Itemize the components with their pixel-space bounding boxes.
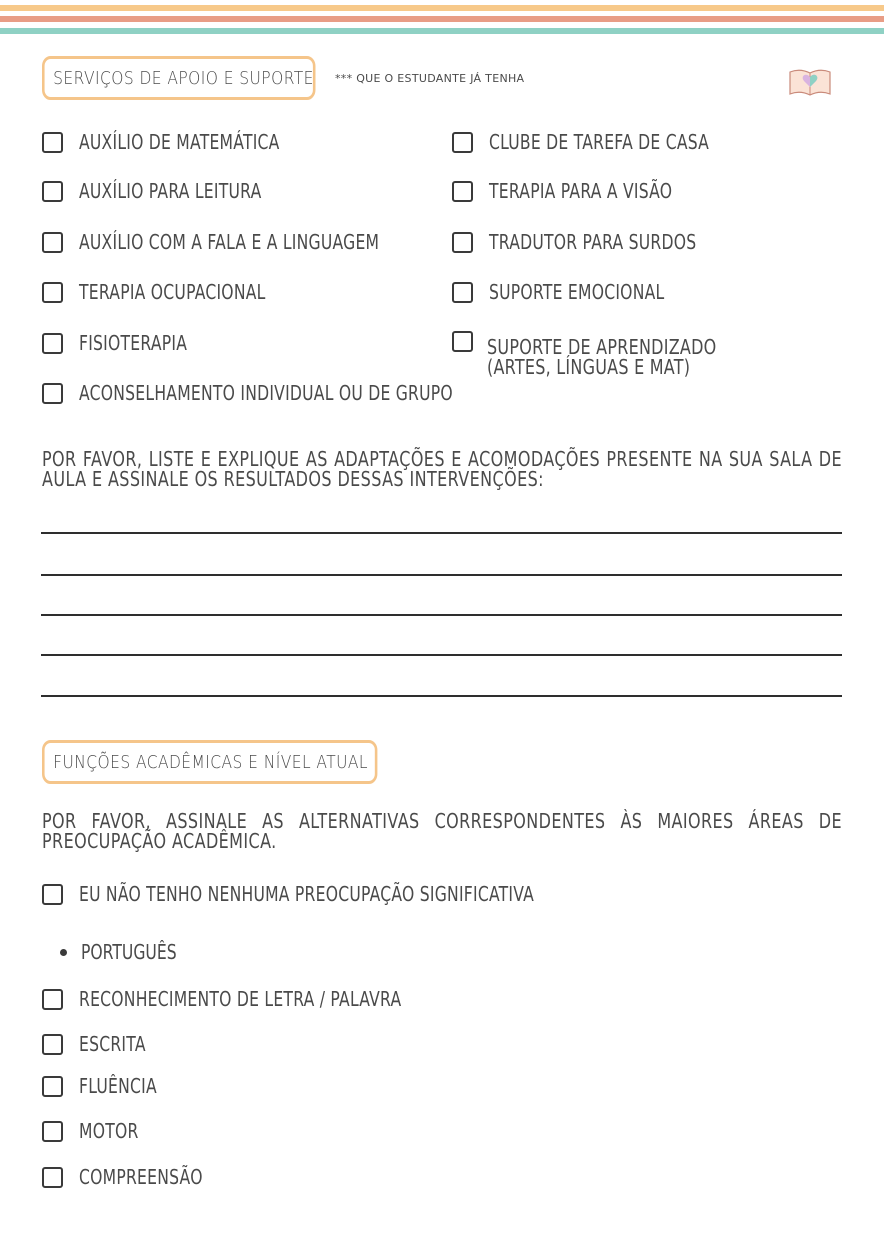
checkbox-label: RECONHECIMENTO DE LETRA / PALAVRA: [79, 987, 402, 1011]
top-stripe-yellow: [0, 5, 884, 11]
checkbox-item-comprehension[interactable]: [42, 1165, 238, 1189]
checkbox-label: SUPORTE DE APRENDIZADO (ARTES, LÍNGUAS E MAT): [487, 335, 717, 379]
checkbox-item-homework-club[interactable]: [452, 130, 771, 154]
checkbox-item-math-help[interactable]: [42, 130, 336, 154]
checkbox-label: CLUBE DE TAREFA DE CASA: [489, 130, 710, 154]
answer-line[interactable]: [41, 695, 842, 697]
checkbox-item-no-concern[interactable]: [42, 882, 662, 906]
checkbox[interactable]: [452, 282, 473, 303]
checkbox-item-vision-therapy[interactable]: [452, 179, 724, 203]
checkbox-item-physiotherapy[interactable]: [42, 331, 218, 355]
section-title-support-services: [42, 56, 315, 100]
checkbox[interactable]: [452, 181, 473, 202]
bullet-icon: [60, 949, 67, 956]
checkbox[interactable]: [42, 1076, 63, 1097]
checkbox-item-writing[interactable]: [42, 1032, 165, 1056]
checkbox-item-fluency[interactable]: [42, 1074, 179, 1098]
checkbox-label: COMPREENSÃO: [79, 1165, 203, 1189]
checkbox[interactable]: [42, 1167, 63, 1188]
section-title-academic-functions: [42, 740, 377, 784]
checkbox-label: TRADUTOR PARA SURDOS: [489, 230, 697, 254]
checkbox-item-motor[interactable]: [42, 1119, 155, 1143]
top-stripe-teal: [0, 28, 884, 34]
checkbox[interactable]: [42, 232, 63, 253]
section-title-text: SERVIÇOS DE APOIO E SUPORTE: [53, 67, 314, 89]
checkbox-item-sign-translator[interactable]: [452, 230, 755, 254]
checkbox[interactable]: [42, 181, 63, 202]
checkbox-item-counseling[interactable]: [42, 381, 558, 405]
checkbox[interactable]: [42, 282, 63, 303]
checkbox-label: AUXÍLIO COM A FALA E A LINGUAGEM: [79, 230, 380, 254]
checkbox-label: ACONSELHAMENTO INDIVIDUAL OU DE GRUPO: [79, 381, 453, 405]
checkbox-label: TERAPIA OCUPACIONAL: [79, 280, 266, 304]
answer-line[interactable]: [41, 614, 842, 616]
checkbox-label: FLUÊNCIA: [79, 1074, 157, 1098]
checkbox[interactable]: [42, 884, 63, 905]
checkbox[interactable]: [452, 331, 473, 352]
top-stripe-salmon: [0, 16, 884, 22]
checkbox-item-speech-language[interactable]: [42, 230, 464, 254]
checkbox-item-letter-word-recognition[interactable]: [42, 987, 492, 1011]
checkbox[interactable]: [42, 989, 63, 1010]
answer-line[interactable]: [41, 654, 842, 656]
subject-label: PORTUGUÊS: [81, 940, 177, 964]
checkbox-item-reading-help[interactable]: [42, 179, 313, 203]
checkbox-label: AUXÍLIO DE MATEMÁTICA: [79, 130, 280, 154]
checkbox[interactable]: [42, 1034, 63, 1055]
checkbox-label: EU NÃO TENHO NENHUMA PREOCUPAÇÃO SIGNIFICATIVA: [79, 882, 535, 906]
checkbox-label: SUPORTE EMOCIONAL: [489, 280, 665, 304]
adaptations-prompt: POR FAVOR, LISTE E EXPLIQUE AS ADAPTAÇÕES E ACOMODAÇÕES PRESENTE NA SUA SALA DE AULA E ASSINALE OS RESULTADOS DESSAS INTERVENÇÕES:: [42, 447, 842, 491]
academic-prompt: POR FAVOR, ASSINALE AS ALTERNATIVAS CORRESPONDENTES ÀS MAIORES ÁREAS DE PREOCUPAÇÃO ACADÊMICA.: [42, 809, 842, 853]
answer-line[interactable]: [41, 532, 842, 534]
checkbox[interactable]: [42, 1121, 63, 1142]
answer-line[interactable]: [41, 574, 842, 576]
checkbox-item-learning-support[interactable]: [452, 331, 817, 377]
checkbox[interactable]: [452, 132, 473, 153]
checkbox[interactable]: [42, 132, 63, 153]
checkbox[interactable]: [42, 383, 63, 404]
checkbox-label: TERAPIA PARA A VISÃO: [489, 179, 673, 203]
subject-portuguese: [60, 940, 204, 964]
section-title-text: FUNÇÕES ACADÊMICAS E NÍVEL ATUAL: [53, 751, 368, 773]
checkbox-label: FISIOTERAPIA: [79, 331, 188, 355]
checkbox[interactable]: [42, 333, 63, 354]
section-note: *** QUE O ESTUDANTE JÁ TENHA: [335, 72, 525, 85]
checkbox-label: ESCRITA: [79, 1032, 146, 1056]
checkbox-label: MOTOR: [79, 1119, 139, 1143]
checkbox-item-occupational-therapy[interactable]: [42, 280, 318, 304]
checkbox-item-emotional-support[interactable]: [452, 280, 714, 304]
checkbox-label: AUXÍLIO PARA LEITURA: [79, 179, 262, 203]
book-heart-icon: [786, 64, 834, 100]
checkbox[interactable]: [452, 232, 473, 253]
